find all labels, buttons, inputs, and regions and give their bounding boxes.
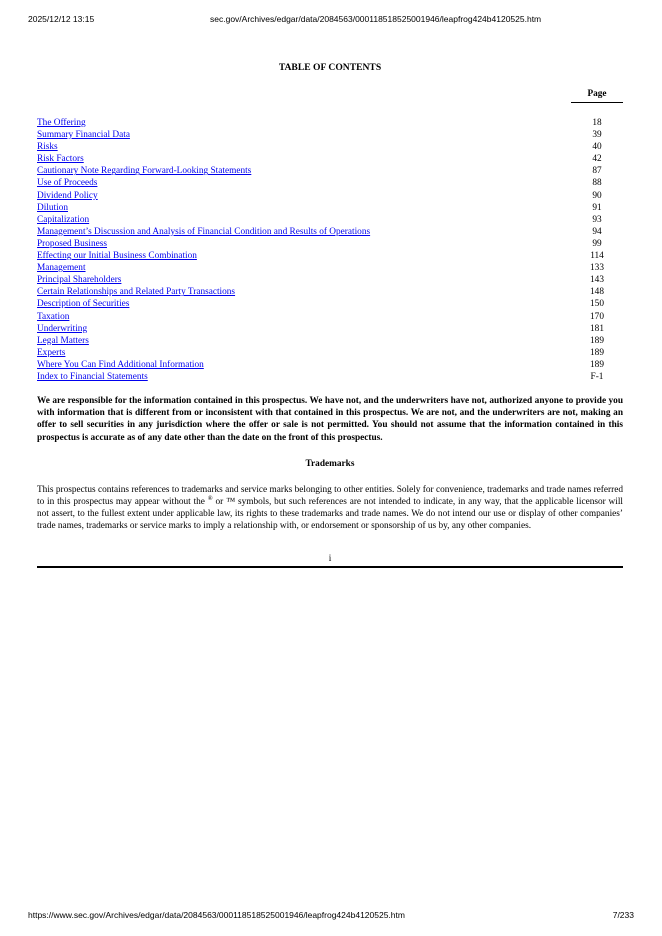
print-page-count: 7/233 bbox=[612, 910, 634, 920]
toc-link[interactable]: Principal Shareholders bbox=[37, 275, 122, 286]
page-column-header: Page bbox=[571, 88, 623, 103]
toc-entry bbox=[37, 298, 623, 310]
toc-entry bbox=[37, 129, 623, 141]
toc-link[interactable]: Proposed Business bbox=[37, 238, 107, 249]
trademarks-heading: Trademarks bbox=[305, 458, 355, 469]
toc-link[interactable]: Cautionary Note Regarding Forward-Looking Statements bbox=[37, 166, 252, 177]
toc-page-number: 189 bbox=[590, 359, 604, 370]
toc-page-number: 148 bbox=[590, 287, 604, 298]
toc-entry bbox=[37, 250, 623, 262]
page-bottom-rule bbox=[37, 566, 623, 568]
toc-page-number: 93 bbox=[592, 214, 602, 225]
toc-link[interactable]: Where You Can Find Additional Information bbox=[37, 359, 204, 370]
toc-entry bbox=[37, 153, 623, 165]
toc-page-number: 133 bbox=[590, 263, 604, 274]
toc-link[interactable]: Experts bbox=[37, 347, 66, 358]
toc-entry bbox=[37, 141, 623, 153]
toc-page-number: 91 bbox=[592, 202, 602, 213]
toc-entry bbox=[37, 165, 623, 177]
toc-entry bbox=[37, 226, 623, 238]
toc-entry bbox=[37, 359, 623, 371]
toc-link[interactable]: Legal Matters bbox=[37, 335, 89, 346]
toc-entry bbox=[37, 323, 623, 335]
toc-page-number: 87 bbox=[592, 166, 602, 177]
toc-entry bbox=[37, 286, 623, 298]
toc-entry bbox=[37, 214, 623, 226]
toc-entry bbox=[37, 335, 623, 347]
toc-title: TABLE OF CONTENTS bbox=[278, 62, 382, 73]
toc-link[interactable]: Use of Proceeds bbox=[37, 178, 98, 189]
toc-page-number: 88 bbox=[592, 178, 602, 189]
trademarks-text-part-1: This prospectus contains references to trademarks and service marks belonging to other entities. Solely for convenience, trademarks and trade names referred to in this prospectus may appear without the bbox=[37, 484, 623, 508]
toc-link[interactable]: Index to Financial Statements bbox=[37, 371, 148, 382]
toc-link[interactable]: Effecting our Initial Business Combination bbox=[37, 251, 197, 262]
responsibility-notice: We are responsible for the information contained in this prospectus. We have not, and the underwriters have not, authorized anyone to provide you with information that is different from or inconsistent with that contained in this prospectus. We are not, and the underwriters are not, making an offer to sell securities in any jurisdiction where the offer or sale is not permitted. You should not assume that the information contained in this prospectus is accurate as of any date other than the date on the front of this prospectus. bbox=[37, 396, 623, 443]
toc-entry bbox=[37, 311, 623, 323]
toc-entry bbox=[37, 117, 623, 129]
toc-link[interactable]: Risks bbox=[37, 142, 58, 153]
toc-page-number: 150 bbox=[590, 299, 604, 310]
toc-page-number: 99 bbox=[592, 238, 602, 249]
toc-link[interactable]: Summary Financial Data bbox=[37, 130, 130, 141]
toc-link[interactable]: Taxation bbox=[37, 311, 70, 322]
toc-link[interactable]: Underwriting bbox=[37, 323, 88, 334]
print-footer-url: https://www.sec.gov/Archives/edgar/data/2084563/000118518525001946/leapfrog424b4120525.htm bbox=[28, 910, 405, 920]
print-footer bbox=[0, 910, 662, 922]
document-page bbox=[37, 60, 623, 568]
toc-entry bbox=[37, 274, 623, 286]
toc-link[interactable]: Description of Securities bbox=[37, 299, 130, 310]
toc-link[interactable]: Management bbox=[37, 263, 86, 274]
toc-link[interactable]: Certain Relationships and Related Party Transactions bbox=[37, 287, 236, 298]
registered-symbol: ® bbox=[207, 494, 213, 502]
toc-entry bbox=[37, 347, 623, 359]
toc-page-number: 143 bbox=[590, 275, 604, 286]
print-header bbox=[0, 14, 662, 26]
page-number: i bbox=[328, 553, 332, 564]
toc-page-number: 114 bbox=[590, 251, 604, 262]
toc-link[interactable]: Management’s Discussion and Analysis of Financial Condition and Results of Operations bbox=[37, 226, 371, 237]
toc-entry bbox=[37, 371, 623, 383]
toc-link[interactable]: The Offering bbox=[37, 118, 86, 128]
toc-link[interactable]: Risk Factors bbox=[37, 154, 84, 165]
toc-page-number: 94 bbox=[592, 226, 602, 237]
toc-page-number: 42 bbox=[592, 154, 602, 165]
toc-entry bbox=[37, 177, 623, 189]
toc-entry bbox=[37, 238, 623, 250]
toc-list bbox=[37, 117, 623, 383]
toc-link[interactable]: Dividend Policy bbox=[37, 190, 98, 201]
toc-page-number: 189 bbox=[590, 347, 604, 358]
toc-page-number: F-1 bbox=[590, 371, 604, 382]
print-datetime: 2025/12/12 13:15 bbox=[28, 14, 95, 24]
toc-entry bbox=[37, 262, 623, 274]
toc-link[interactable]: Dilution bbox=[37, 202, 68, 213]
toc-page-number: 90 bbox=[592, 190, 602, 201]
print-page-url: sec.gov/Archives/edgar/data/2084563/000118518525001946/leapfrog424b4120525.htm bbox=[210, 14, 542, 24]
trademarks-text-part-2: or ™ symbols, but such references are not intended to indicate, in any way, that the applicable licensor will not assert, to the fullest extent under applicable law, its rights to these trademarks and trade names. We do not intend our use or display of other companies’ trade names, trademarks or service marks to imply a relationship with, or endorsement or sponsorship of us by, any other companies. bbox=[37, 497, 624, 532]
toc-page-number: 181 bbox=[590, 323, 604, 334]
toc-entry bbox=[37, 202, 623, 214]
toc-link[interactable]: Capitalization bbox=[37, 214, 90, 225]
toc-page-number: 39 bbox=[592, 130, 602, 141]
toc-page-number: 170 bbox=[590, 311, 604, 322]
toc-entry bbox=[37, 190, 623, 202]
toc-header-row bbox=[37, 86, 623, 106]
toc-page-number: 40 bbox=[592, 142, 602, 153]
toc-page-number: 189 bbox=[590, 335, 604, 346]
trademarks-paragraph bbox=[37, 484, 623, 533]
toc-page-number: 18 bbox=[592, 118, 602, 128]
